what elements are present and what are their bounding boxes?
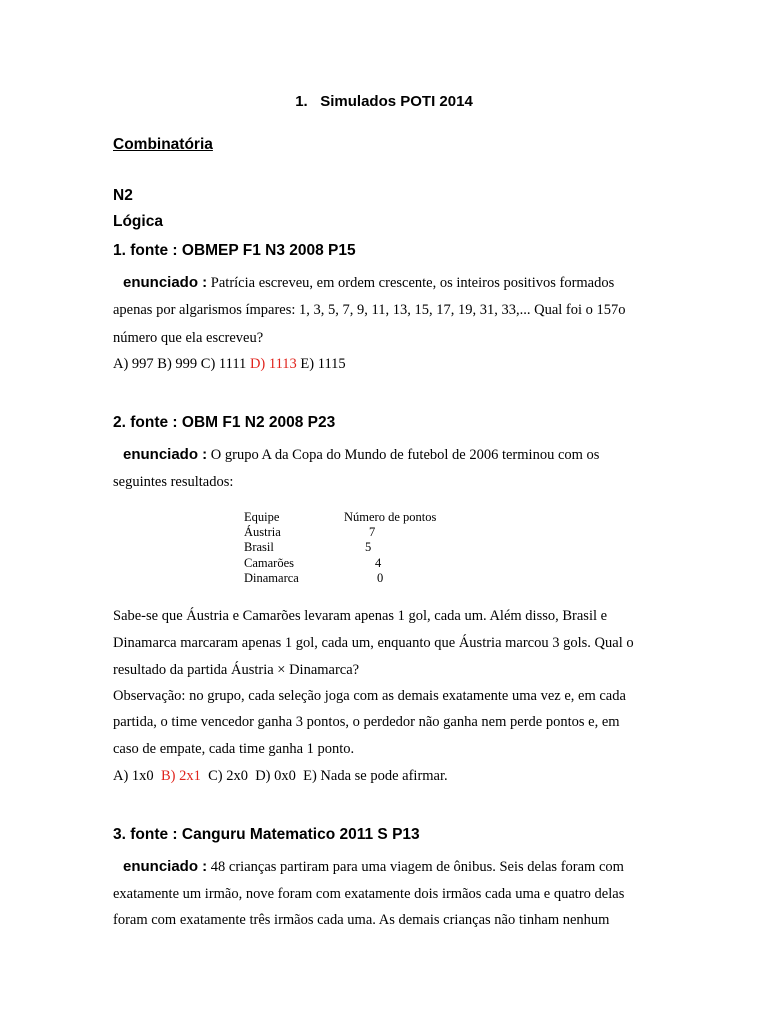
level-heading: N2 <box>113 187 133 204</box>
question-2-correct-option: B) 2x1 <box>160 768 201 784</box>
question-2-options-pre: A) 1x0 <box>113 768 161 784</box>
question-3-text-1: 48 crianças partiram para uma viagem de ônibus. Seis delas foram com <box>207 859 624 875</box>
table-row-points: 0 <box>377 571 384 585</box>
question-2-options <box>113 768 448 785</box>
question-2-paragraph-1: Sabe-se que Áustria e Camarões levaram apenas 1 gol, cada um. Além disso, Brasil e <box>113 608 608 624</box>
question-3-statement-line-1 <box>123 858 624 876</box>
question-1-label: enunciado : <box>123 274 208 291</box>
question-1-text-1: Patrícia escreveu, em ordem crescente, os inteiros positivos formados <box>207 275 615 291</box>
title-number: 1. <box>295 93 308 110</box>
question-1-options <box>113 356 346 373</box>
table-row-team: Áustria <box>244 525 281 539</box>
question-2-statement-line-1 <box>123 446 599 464</box>
question-1-text-2: apenas por algarismos ímpares: 1, 3, 5, 7, 9, 11, 13, 15, 17, 19, 31, 33,... Qual foi o 157o <box>113 302 626 318</box>
question-1-options-pre: A) 997 B) 999 C) 1111 <box>113 356 250 372</box>
table-header-team: Equipe <box>244 510 280 524</box>
question-3-text-2: exatamente um irmão, nove foram com exatamente dois irmãos cada uma e quatro delas <box>113 886 625 902</box>
topic-heading: Lógica <box>113 213 163 230</box>
question-2-text-1: O grupo A da Copa do Mundo de futebol de 2006 terminou com os <box>207 447 600 463</box>
question-3-source: 3. fonte : Canguru Matematico 2011 S P13 <box>113 826 420 843</box>
question-2-options-post: C) 2x0 D) 0x0 E) Nada se pode afirmar. <box>200 768 448 784</box>
table-row-points: 7 <box>369 525 376 539</box>
question-3-label: enunciado : <box>123 858 208 875</box>
question-2-paragraph-3: resultado da partida Áustria × Dinamarca? <box>113 662 360 678</box>
question-2-label: enunciado : <box>123 446 208 463</box>
question-1-correct-option: D) 1113 <box>249 356 297 372</box>
question-2-paragraph-2: Dinamarca marcaram apenas 1 gol, cada um, enquanto que Áustria marcou 3 gols. Qual o <box>113 635 634 651</box>
question-2-source: 2. fonte : OBM F1 N2 2008 P23 <box>113 414 336 431</box>
section-heading: Combinatória <box>113 136 213 153</box>
question-3-text-3: foram com exatamente três irmãos cada uma. As demais crianças não tinham nenhum <box>113 912 610 928</box>
page-title <box>0 93 768 110</box>
question-2-observation-2: partida, o time vencedor ganha 3 pontos, o perdedor não ganha nem perde pontos e, em <box>113 714 620 730</box>
title-text: Simulados POTI 2014 <box>320 93 473 110</box>
question-1-source: 1. fonte : OBMEP F1 N3 2008 P15 <box>113 242 356 259</box>
question-1-statement-line-1 <box>123 274 614 292</box>
table-header-points: Número de pontos <box>344 510 437 524</box>
question-2-observation-1: Observação: no grupo, cada seleção joga com as demais exatamente uma vez e, em cada <box>113 688 626 704</box>
table-row-team: Camarões <box>244 556 294 570</box>
table-row-points: 4 <box>375 556 382 570</box>
question-2-observation-3: caso de empate, cada time ganha 1 ponto. <box>113 741 355 757</box>
table-row-points: 5 <box>365 540 372 554</box>
table-row-team: Brasil <box>244 540 274 554</box>
table-row-team: Dinamarca <box>244 571 299 585</box>
question-2-text-2: seguintes resultados: <box>113 474 234 490</box>
question-1-text-3: número que ela escreveu? <box>113 330 264 346</box>
question-1-options-post: E) 1115 <box>296 356 346 372</box>
